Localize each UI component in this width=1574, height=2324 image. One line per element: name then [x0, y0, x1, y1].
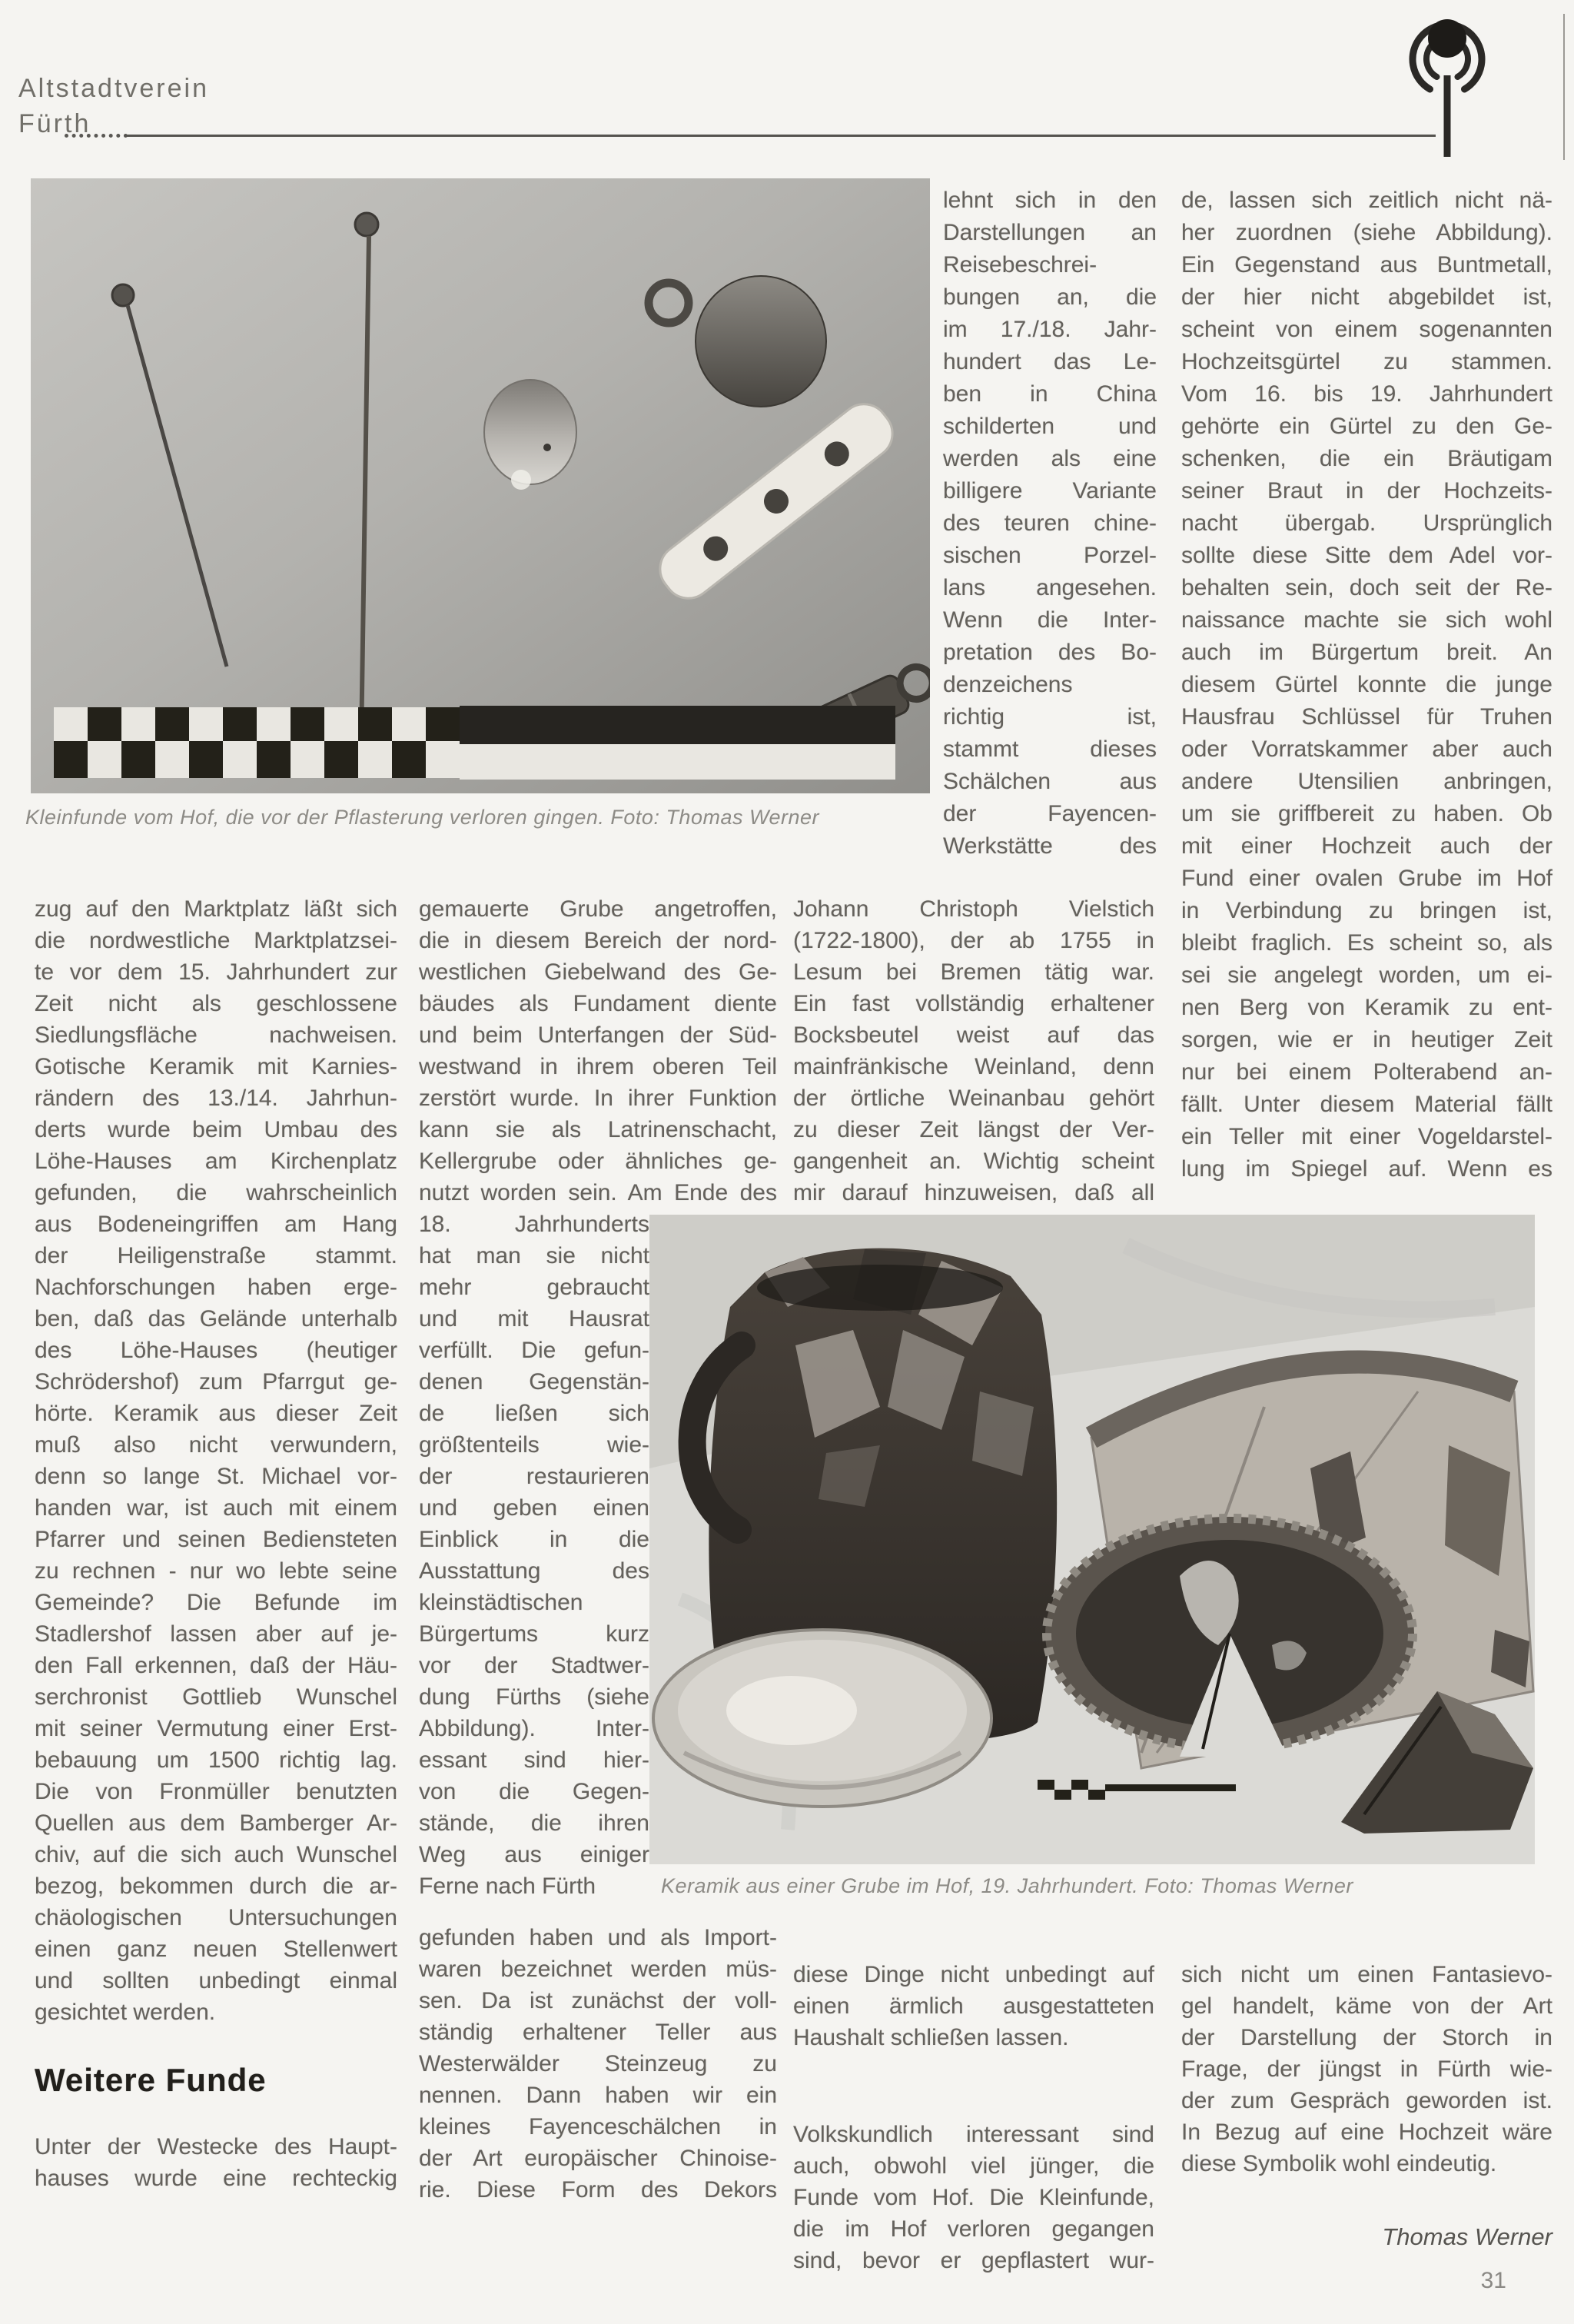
text-line: zerstört wurde. In ihrer Funktion: [419, 1086, 777, 1111]
text-line: Die von Fronmüller benutzten: [35, 1779, 397, 1804]
text-line: seiner Braut in der Hochzeits-: [1181, 478, 1552, 504]
text-line: Schälchen aus: [943, 769, 1157, 794]
text-line: mir darauf hinzuweisen, daß all: [793, 1180, 1154, 1205]
text-line: diesem Gürtel konnte die junge: [1181, 672, 1552, 697]
text-line: hauses wurde eine rechteckig: [35, 2166, 397, 2191]
page-edge-line: [1563, 14, 1565, 160]
text-line: hörte. Keramik aus dieser Zeit: [35, 1401, 397, 1426]
text-line: nutzt worden sein. Am Ende des: [419, 1180, 777, 1205]
text-line: und sollten unbedingt einmal: [35, 1968, 397, 1993]
masthead: [18, 71, 209, 141]
text-line: die nordwestliche Marktplatzsei-: [35, 928, 397, 953]
text-line: der restaurieren: [419, 1464, 649, 1489]
column4-text-bottom: [1181, 1959, 1552, 2179]
column4-text-top: [1181, 185, 1552, 1185]
text-line: serchronist Gottlieb Wunschel: [35, 1684, 397, 1710]
header-rule: [125, 135, 1436, 137]
text-line: de, lassen sich zeitlich nicht nä-: [1181, 188, 1552, 213]
text-line: Ferne nach Fürth: [419, 1873, 596, 1899]
text-line: 18. Jahrhunderts: [419, 1212, 649, 1237]
text-line: Löhe-Hauses am Kirchenplatz: [35, 1149, 397, 1174]
text-line: waren bezeichnet werden müs-: [419, 1957, 777, 1982]
text-line: von die Gegen-: [419, 1779, 649, 1804]
text-line: größtenteils wie-: [419, 1432, 649, 1458]
text-line: Pfarrer und seinen Bediensteten: [35, 1527, 397, 1552]
text-line: der zum Gespräch geworden ist.: [1181, 2088, 1552, 2113]
text-line: lans angesehen.: [943, 575, 1157, 600]
text-line: die in diesem Bereich der nord-: [419, 928, 777, 953]
text-line: In Bezug auf eine Hochzeit wäre: [1181, 2120, 1552, 2145]
text-line: denen Gegenstän-: [419, 1369, 649, 1395]
text-line: Volkskundlich interessant sind: [793, 2122, 1154, 2147]
text-line: gefunden, die wahrscheinlich: [35, 1180, 397, 1205]
text-line: einen ärmlich ausgestatteten: [793, 1993, 1154, 2019]
text-line: sorgen, wie er in heutiger Zeit: [1181, 1027, 1552, 1052]
column3-text-narrow: [943, 185, 1157, 863]
text-line: Nachforschungen haben erge-: [35, 1275, 397, 1300]
text-line: nennen. Dann haben wir ein: [419, 2083, 777, 2108]
section-heading: Weitere Funde: [35, 2062, 267, 2098]
altstadtverein-logo-icon: [1401, 9, 1493, 163]
text-line: ben in China: [943, 381, 1157, 407]
text-line: der hier nicht abgebildet ist,: [1181, 284, 1552, 310]
text-line: gangenheit an. Wichtig scheint: [793, 1149, 1154, 1174]
text-line: und geben einen: [419, 1495, 649, 1521]
text-line: westlichen Giebelwand des Ge-: [419, 959, 777, 985]
text-line: Lesum bei Bremen tätig war.: [793, 959, 1154, 985]
text-line: Weg aus einiger: [419, 1842, 649, 1867]
text-line: der Fayencen-: [943, 801, 1157, 826]
text-line: Ein fast vollständig erhaltener: [793, 991, 1154, 1016]
text-line: behalten sein, doch seit der Re-: [1181, 575, 1552, 600]
text-line: Quellen aus dem Bamberger Ar-: [35, 1810, 397, 1836]
text-line: des teuren chine-: [943, 510, 1157, 536]
text-line: Ein Gegenstand aus Buntmetall,: [1181, 252, 1552, 278]
text-line: die im Hof verloren gegangen: [793, 2216, 1154, 2242]
text-line: der Darstellung der Storch in: [1181, 2025, 1552, 2050]
keramik-photo: [649, 1215, 1535, 1864]
text-line: Johann Christoph Vielstich: [793, 896, 1154, 922]
text-line: in Verbindung zu bringen ist,: [1181, 898, 1552, 923]
text-line: einen ganz neuen Stellenwert: [35, 1937, 397, 1962]
text-line: Funde vom Hof. Die Kleinfunde,: [793, 2185, 1154, 2210]
text-line: Haushalt schließen lassen.: [793, 2025, 1069, 2050]
author-signature: Thomas Werner: [1382, 2223, 1552, 2250]
text-line: ben, daß das Gelände unterhalb: [35, 1306, 397, 1332]
text-line: Reisebeschrei-: [943, 252, 1097, 278]
text-line: scheint von einem sogenannten: [1181, 317, 1552, 342]
dark-pan: [1045, 1517, 1414, 1757]
text-line: verfüllt. Die gefun-: [419, 1338, 649, 1363]
text-line: gesichtet werden.: [35, 2000, 216, 2025]
text-line: andere Utensilien anbringen,: [1181, 769, 1552, 794]
text-line: Vom 16. bis 19. Jahrhundert: [1181, 381, 1552, 407]
text-line: der Heiligenstraße stammt.: [35, 1243, 397, 1268]
text-line: stammt dieses: [943, 736, 1157, 762]
text-line: Zeit nicht als geschlossene: [35, 991, 397, 1016]
text-line: mit einer Hochzeit auch der: [1181, 833, 1552, 859]
text-line: sei sie angelegt worden, um ei-: [1181, 963, 1552, 988]
text-line: lung im Spiegel auf. Wenn es: [1181, 1156, 1552, 1182]
text-line: gemauerte Grube angetroffen,: [419, 896, 777, 922]
text-line: (1722-1800), der ab 1755 in: [793, 928, 1154, 953]
text-line: auch, obwohl viel jünger, die: [793, 2153, 1154, 2179]
text-line: Kellergrube oder ähnliches ge-: [419, 1149, 777, 1174]
text-line: sen. Da ist zunächst der voll-: [419, 1988, 777, 2013]
text-line: gel handelt, käme von der Art: [1181, 1993, 1552, 2019]
text-line: schilderten und: [943, 414, 1157, 439]
text-line: Bürgertums kurz: [419, 1621, 649, 1647]
text-line: bezog, bekommen durch die ar-: [35, 1873, 397, 1899]
text-line: chäologischen Untersuchungen: [35, 1905, 397, 1930]
column3-text-bottom-2: [793, 2119, 1154, 2276]
text-line: Frage, der jüngst in Fürth wie-: [1181, 2056, 1552, 2082]
text-line: gehörte ein Gürtel zu den Ge-: [1181, 414, 1552, 439]
column3-text-bottom-1: [793, 1959, 1154, 2053]
text-line: billigere Variante: [943, 478, 1157, 504]
text-line: Darstellungen an: [943, 220, 1157, 245]
text-line: mehr gebraucht: [419, 1275, 649, 1300]
text-line: Gotische Keramik mit Karnies-: [35, 1054, 397, 1079]
column3-text-mid: [793, 893, 1154, 1209]
light-bowl: [653, 1630, 991, 1807]
text-line: dung Fürths (siehe: [419, 1684, 649, 1710]
text-line: fällt. Unter diesem Material fällt: [1181, 1092, 1552, 1117]
text-line: sich nicht um einen Fantasievo-: [1181, 1962, 1552, 1987]
text-line: hat man sie nicht: [419, 1243, 649, 1268]
text-line: gefunden haben und als Import-: [419, 1925, 777, 1950]
header-rule-dashed: [65, 134, 128, 138]
text-line: bäudes als Fundament diente: [419, 991, 777, 1016]
text-line: essant sind hier-: [419, 1747, 649, 1773]
text-line: Stadlershof lassen aber auf je-: [35, 1621, 397, 1647]
column2-text-bottom: [419, 1922, 777, 2206]
text-line: der Art europäischer Chinoise-: [419, 2146, 777, 2171]
text-line: bebauung um 1500 richtig lag.: [35, 1747, 397, 1773]
text-line: sind, bevor er gepflastert wur-: [793, 2248, 1154, 2273]
text-line: her zuordnen (siehe Abbildung).: [1181, 220, 1552, 245]
text-line: bungen an, die: [943, 284, 1157, 310]
text-line: Wenn die Inter-: [943, 607, 1157, 633]
text-line: zu rechnen - nur wo lebte seine: [35, 1558, 397, 1584]
text-line: Ausstattung des: [419, 1558, 649, 1584]
text-line: Hausfrau Schlüssel für Truhen: [1181, 704, 1552, 730]
text-line: Unter der Westecke des Haupt-: [35, 2134, 397, 2159]
text-line: nen Berg von Keramik zu ent-: [1181, 995, 1552, 1020]
text-line: diese Symbolik wohl eindeutig.: [1181, 2151, 1497, 2176]
text-line: naissance machte sie sich wohl: [1181, 607, 1552, 633]
text-line: werden als eine: [943, 446, 1157, 471]
text-line: stände, die ihren: [419, 1810, 649, 1836]
column1-text: [35, 893, 397, 2028]
text-line: zug auf den Marktplatz läßt sich: [35, 896, 397, 922]
text-line: handen war, ist auch mit einem: [35, 1495, 397, 1521]
text-line: Gemeinde? Die Befunde im: [35, 1590, 397, 1615]
text-line: denn so lange St. Michael vor-: [35, 1464, 397, 1489]
text-line: mainfränkische Weinland, denn: [793, 1054, 1154, 1079]
text-line: de ließen sich: [419, 1401, 649, 1426]
column2-text-narrow: [419, 1209, 649, 1902]
text-line: Westerwälder Steinzeug zu: [419, 2051, 777, 2076]
text-line: Schrödershof) zum Pfarrgut ge-: [35, 1369, 397, 1395]
text-line: rändern des 13./14. Jahrhun-: [35, 1086, 397, 1111]
text-line: der örtliche Weinanbau gehört: [793, 1086, 1154, 1111]
text-line: pretation des Bo-: [943, 640, 1157, 665]
text-line: hundert das Le-: [943, 349, 1157, 374]
text-line: aus Bodeneingriffen am Hang: [35, 1212, 397, 1237]
text-line: te vor dem 15. Jahrhundert zur: [35, 959, 397, 985]
text-line: im 17./18. Jahr-: [943, 317, 1157, 342]
text-line: auch im Bürgertum breit. An: [1181, 640, 1552, 665]
text-line: richtig ist,: [943, 704, 1157, 730]
org-name-line1: Altstadtverein: [18, 74, 209, 103]
kleinfunde-photo: [31, 178, 930, 793]
text-line: nur bei einem Polterabend an-: [1181, 1059, 1552, 1085]
text-line: um sie griffbereit zu haben. Ob: [1181, 801, 1552, 826]
text-line: des Löhe-Hauses (heutiger: [35, 1338, 397, 1363]
text-line: diese Dinge nicht unbedingt auf: [793, 1962, 1154, 1987]
text-line: bleibt fraglich. Es scheint so, als: [1181, 930, 1552, 956]
scale-bar: [54, 706, 895, 780]
text-line: zu dieser Zeit längst der Ver-: [793, 1117, 1154, 1142]
text-line: lehnt sich in den: [943, 188, 1157, 213]
text-line: mit seiner Vermutung einer Erst-: [35, 1716, 397, 1741]
text-line: rie. Diese Form des Dekors: [419, 2177, 777, 2203]
text-line: Werkstätte des: [943, 833, 1157, 859]
org-name-line2: Fürth: [18, 109, 91, 138]
page-number: 31: [1480, 2268, 1506, 2293]
text-line: Abbildung). Inter-: [419, 1716, 649, 1741]
text-line: derts wurde beim Umbau des: [35, 1117, 397, 1142]
photo1-caption: Kleinfunde vom Hof, die vor der Pflasterung verloren gingen. Foto: Thomas Werner: [25, 806, 820, 829]
photo2-caption: Keramik aus einer Grube im Hof, 19. Jahrhundert. Foto: Thomas Werner: [661, 1874, 1353, 1897]
text-line: und mit Hausrat: [419, 1306, 649, 1332]
text-line: Hochzeitsgürtel zu stammen.: [1181, 349, 1552, 374]
text-line: kann sie als Latrinenschacht,: [419, 1117, 777, 1142]
text-line: und beim Unterfangen der Süd-: [419, 1022, 777, 1048]
text-line: ständig erhaltener Teller aus: [419, 2020, 777, 2045]
text-line: sollte diese Sitte dem Adel vor-: [1181, 543, 1552, 568]
text-line: Bocksbeutel weist auf das: [793, 1022, 1154, 1048]
text-line: ein Teller mit einer Vogeldarstel-: [1181, 1124, 1552, 1149]
text-line: chiv, auf die sich auch Wunschel: [35, 1842, 397, 1867]
text-line: muß also nicht verwundern,: [35, 1432, 397, 1458]
text-line: schenken, die ein Bräutigam: [1181, 446, 1552, 471]
text-line: Siedlungsfläche nachweisen.: [35, 1022, 397, 1048]
text-line: Fund einer ovalen Grube im Hof: [1181, 866, 1552, 891]
text-line: kleinstädtischen: [419, 1590, 583, 1615]
text-line: westwand in ihrem oberen Teil: [419, 1054, 777, 1079]
column2-text-top: [419, 893, 777, 1209]
text-line: den Fall erkennen, daß der Häu-: [35, 1653, 397, 1678]
text-line: vor der Stadtwer-: [419, 1653, 649, 1678]
text-line: oder Vorratskammer aber auch: [1181, 736, 1552, 762]
text-line: nacht übergab. Ursprünglich: [1181, 510, 1552, 536]
text-line: sischen Porzel-: [943, 543, 1157, 568]
text-line: denzeichens: [943, 672, 1073, 697]
column1-text-continued: [35, 2131, 397, 2194]
text-line: Einblick in die: [419, 1527, 649, 1552]
text-line: kleines Fayenceschälchen in: [419, 2114, 777, 2139]
